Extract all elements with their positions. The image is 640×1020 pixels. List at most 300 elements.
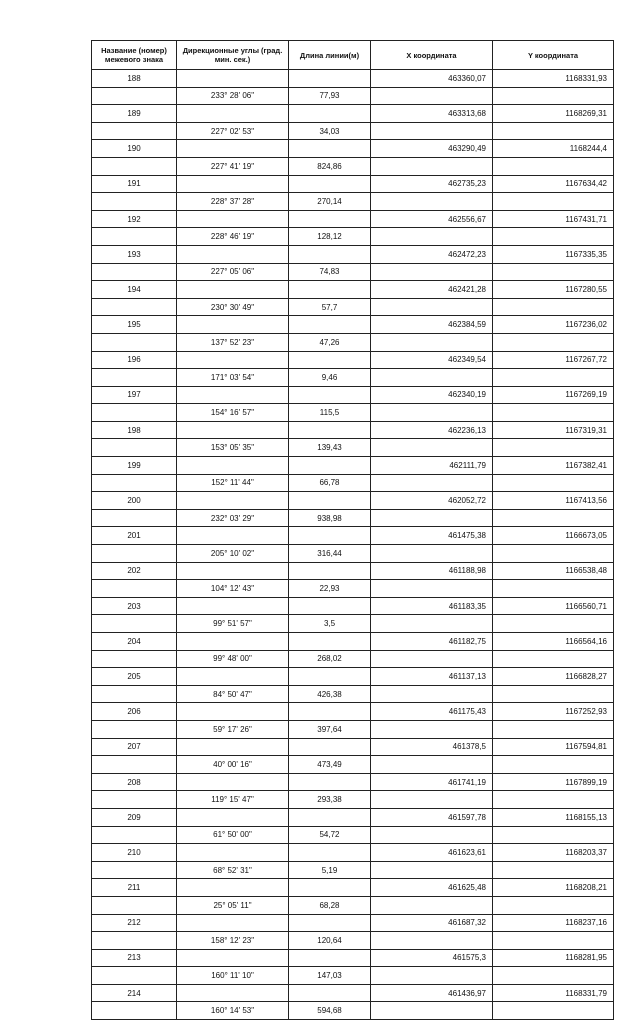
point-row (92, 245, 614, 263)
empty-cell (92, 333, 177, 351)
segment-row (92, 756, 614, 774)
empty-cell (289, 105, 371, 123)
y-coordinate: 1167269,19 (493, 386, 614, 404)
x-coordinate: 462340,19 (371, 386, 493, 404)
line-length: 938,98 (289, 509, 371, 527)
point-name: 200 (92, 492, 177, 510)
y-coordinate: 1168269,31 (493, 105, 614, 123)
empty-cell (289, 633, 371, 651)
segment-row (92, 791, 614, 809)
empty-cell (177, 457, 289, 475)
y-coordinate: 1168208,21 (493, 879, 614, 897)
empty-cell (177, 844, 289, 862)
empty-cell (177, 773, 289, 791)
direction-angle: 227° 02' 53" (177, 122, 289, 140)
point-name: 198 (92, 421, 177, 439)
empty-cell (493, 896, 614, 914)
point-name: 212 (92, 914, 177, 932)
point-name: 211 (92, 879, 177, 897)
segment-row (92, 157, 614, 175)
direction-angle: 233° 28' 06" (177, 87, 289, 105)
segment-row (92, 369, 614, 387)
direction-angle: 153° 05' 35" (177, 439, 289, 457)
direction-angle: 25° 05' 11" (177, 896, 289, 914)
direction-angle: 40° 00' 16" (177, 756, 289, 774)
direction-angle: 227° 05' 06" (177, 263, 289, 281)
segment-row (92, 263, 614, 281)
empty-cell (371, 474, 493, 492)
line-length: 147,03 (289, 967, 371, 985)
empty-cell (92, 861, 177, 879)
empty-cell (289, 668, 371, 686)
empty-cell (92, 228, 177, 246)
empty-cell (493, 580, 614, 598)
empty-cell (92, 685, 177, 703)
y-coordinate: 1167252,93 (493, 703, 614, 721)
empty-cell (177, 738, 289, 756)
empty-cell (92, 580, 177, 598)
direction-angle: 171° 03' 54" (177, 369, 289, 387)
point-name: 188 (92, 70, 177, 88)
y-coordinate: 1168237,16 (493, 914, 614, 932)
empty-cell (371, 509, 493, 527)
empty-cell (92, 87, 177, 105)
empty-cell (371, 756, 493, 774)
segment-row (92, 896, 614, 914)
empty-cell (177, 210, 289, 228)
segment-row (92, 720, 614, 738)
line-length: 120,64 (289, 932, 371, 950)
boundary-coordinates-table (91, 40, 614, 1020)
empty-cell (493, 756, 614, 774)
segment-row (92, 298, 614, 316)
y-coordinate: 1168244,4 (493, 140, 614, 158)
empty-cell (289, 562, 371, 580)
point-row (92, 984, 614, 1002)
line-length: 34,03 (289, 122, 371, 140)
y-coordinate: 1168203,37 (493, 844, 614, 862)
point-name: 203 (92, 597, 177, 615)
line-length: 77,93 (289, 87, 371, 105)
x-coordinate: 463313,68 (371, 105, 493, 123)
empty-cell (371, 157, 493, 175)
empty-cell (289, 457, 371, 475)
line-length: 270,14 (289, 193, 371, 211)
segment-row (92, 509, 614, 527)
segment-row (92, 861, 614, 879)
segment-row (92, 967, 614, 985)
direction-angle: 99° 51' 57" (177, 615, 289, 633)
empty-cell (92, 193, 177, 211)
empty-cell (493, 791, 614, 809)
empty-cell (493, 1002, 614, 1020)
direction-angle: 119° 15' 47" (177, 791, 289, 809)
empty-cell (177, 914, 289, 932)
y-coordinate: 1167634,42 (493, 175, 614, 193)
x-coordinate: 461575,3 (371, 949, 493, 967)
x-coordinate: 461182,75 (371, 633, 493, 651)
direction-angle: 99° 48' 00" (177, 650, 289, 668)
line-length: 68,28 (289, 896, 371, 914)
x-coordinate: 462052,72 (371, 492, 493, 510)
y-coordinate: 1167594,81 (493, 738, 614, 756)
point-name: 194 (92, 281, 177, 299)
x-coordinate: 461741,19 (371, 773, 493, 791)
point-row (92, 351, 614, 369)
empty-cell (289, 984, 371, 1002)
point-name: 207 (92, 738, 177, 756)
empty-cell (92, 157, 177, 175)
y-coordinate: 1167431,71 (493, 210, 614, 228)
y-coordinate: 1166828,27 (493, 668, 614, 686)
empty-cell (177, 70, 289, 88)
empty-cell (289, 245, 371, 263)
point-name: 205 (92, 668, 177, 686)
empty-cell (289, 773, 371, 791)
empty-cell (177, 562, 289, 580)
point-row (92, 492, 614, 510)
empty-cell (493, 720, 614, 738)
empty-cell (92, 474, 177, 492)
point-row (92, 281, 614, 299)
empty-cell (371, 791, 493, 809)
point-row (92, 210, 614, 228)
line-length: 54,72 (289, 826, 371, 844)
point-name: 214 (92, 984, 177, 1002)
line-length: 128,12 (289, 228, 371, 246)
direction-angle: 84° 50' 47" (177, 685, 289, 703)
empty-cell (92, 932, 177, 950)
empty-cell (493, 967, 614, 985)
line-length: 115,5 (289, 404, 371, 422)
empty-cell (493, 474, 614, 492)
y-coordinate: 1168331,79 (493, 984, 614, 1002)
empty-cell (177, 527, 289, 545)
point-row (92, 140, 614, 158)
line-length: 22,93 (289, 580, 371, 598)
empty-cell (92, 826, 177, 844)
empty-cell (177, 668, 289, 686)
x-coordinate: 461378,5 (371, 738, 493, 756)
point-row (92, 879, 614, 897)
direction-angle: 230° 30' 49" (177, 298, 289, 316)
empty-cell (493, 298, 614, 316)
empty-cell (493, 87, 614, 105)
empty-cell (289, 316, 371, 334)
point-name: 202 (92, 562, 177, 580)
point-row (92, 562, 614, 580)
empty-cell (177, 105, 289, 123)
empty-cell (493, 861, 614, 879)
empty-cell (289, 949, 371, 967)
empty-cell (289, 421, 371, 439)
empty-cell (371, 439, 493, 457)
empty-cell (371, 720, 493, 738)
direction-angle: 227° 41' 19" (177, 157, 289, 175)
point-row (92, 844, 614, 862)
empty-cell (92, 615, 177, 633)
boundary-coordinates-sheet (91, 40, 613, 1020)
empty-cell (289, 703, 371, 721)
empty-cell (177, 140, 289, 158)
empty-cell (371, 193, 493, 211)
y-coordinate: 1167236,02 (493, 316, 614, 334)
empty-cell (289, 70, 371, 88)
segment-row (92, 193, 614, 211)
x-coordinate: 463360,07 (371, 70, 493, 88)
direction-angle: 228° 37' 28" (177, 193, 289, 211)
direction-angle: 61° 50' 00" (177, 826, 289, 844)
empty-cell (289, 914, 371, 932)
x-coordinate: 461436,97 (371, 984, 493, 1002)
y-coordinate: 1166564,16 (493, 633, 614, 651)
point-name: 208 (92, 773, 177, 791)
direction-angle: 152° 11' 44" (177, 474, 289, 492)
point-name: 210 (92, 844, 177, 862)
x-coordinate: 461597,78 (371, 808, 493, 826)
header-point-name: Название (номер) межевого знака (92, 41, 177, 70)
table-header-row (92, 41, 614, 70)
direction-angle: 68° 52' 31" (177, 861, 289, 879)
segment-row (92, 122, 614, 140)
y-coordinate: 1167899,19 (493, 773, 614, 791)
point-row (92, 316, 614, 334)
segment-row (92, 685, 614, 703)
empty-cell (289, 808, 371, 826)
segment-row (92, 333, 614, 351)
point-name: 209 (92, 808, 177, 826)
segment-row (92, 615, 614, 633)
empty-cell (371, 333, 493, 351)
point-name: 192 (92, 210, 177, 228)
x-coordinate: 461183,35 (371, 597, 493, 615)
empty-cell (371, 1002, 493, 1020)
empty-cell (371, 404, 493, 422)
empty-cell (493, 439, 614, 457)
direction-angle: 160° 14' 53" (177, 1002, 289, 1020)
empty-cell (92, 896, 177, 914)
empty-cell (92, 756, 177, 774)
point-name: 193 (92, 245, 177, 263)
point-row (92, 773, 614, 791)
point-row (92, 597, 614, 615)
empty-cell (92, 369, 177, 387)
y-coordinate: 1167413,56 (493, 492, 614, 510)
x-coordinate: 462236,13 (371, 421, 493, 439)
empty-cell (177, 351, 289, 369)
header-direction-angle: Дирекционные углы (град. мин. сек.) (177, 41, 289, 70)
x-coordinate: 462472,23 (371, 245, 493, 263)
direction-angle: 158° 12' 23" (177, 932, 289, 950)
segment-row (92, 932, 614, 950)
y-coordinate: 1167335,35 (493, 245, 614, 263)
empty-cell (493, 228, 614, 246)
x-coordinate: 462384,59 (371, 316, 493, 334)
empty-cell (289, 597, 371, 615)
x-coordinate: 462111,79 (371, 457, 493, 475)
point-row (92, 914, 614, 932)
empty-cell (289, 175, 371, 193)
line-length: 293,38 (289, 791, 371, 809)
point-row (92, 386, 614, 404)
y-coordinate: 1166538,48 (493, 562, 614, 580)
point-row (92, 70, 614, 88)
y-coordinate: 1166673,05 (493, 527, 614, 545)
empty-cell (289, 386, 371, 404)
y-coordinate: 1167319,31 (493, 421, 614, 439)
line-length: 594,68 (289, 1002, 371, 1020)
direction-angle: 154° 16' 57" (177, 404, 289, 422)
segment-row (92, 404, 614, 422)
empty-cell (177, 984, 289, 1002)
segment-row (92, 228, 614, 246)
empty-cell (493, 650, 614, 668)
empty-cell (289, 492, 371, 510)
empty-cell (289, 738, 371, 756)
empty-cell (92, 720, 177, 738)
empty-cell (92, 791, 177, 809)
x-coordinate: 461137,13 (371, 668, 493, 686)
line-length: 268,02 (289, 650, 371, 668)
empty-cell (493, 122, 614, 140)
empty-cell (289, 527, 371, 545)
direction-angle: 137° 52' 23" (177, 333, 289, 351)
empty-cell (493, 826, 614, 844)
line-length: 473,49 (289, 756, 371, 774)
x-coordinate: 461623,61 (371, 844, 493, 862)
point-row (92, 457, 614, 475)
empty-cell (177, 808, 289, 826)
empty-cell (92, 650, 177, 668)
x-coordinate: 461625,48 (371, 879, 493, 897)
empty-cell (371, 826, 493, 844)
empty-cell (177, 316, 289, 334)
empty-cell (177, 703, 289, 721)
y-coordinate: 1166560,71 (493, 597, 614, 615)
empty-cell (493, 333, 614, 351)
point-name: 197 (92, 386, 177, 404)
empty-cell (92, 545, 177, 563)
segment-row (92, 545, 614, 563)
point-row (92, 633, 614, 651)
empty-cell (92, 263, 177, 281)
header-x-coordinate: X координата (371, 41, 493, 70)
y-coordinate: 1168155,13 (493, 808, 614, 826)
point-name: 190 (92, 140, 177, 158)
y-coordinate: 1168331,93 (493, 70, 614, 88)
empty-cell (92, 967, 177, 985)
empty-cell (177, 597, 289, 615)
empty-cell (371, 298, 493, 316)
empty-cell (493, 545, 614, 563)
segment-row (92, 474, 614, 492)
empty-cell (92, 122, 177, 140)
empty-cell (371, 580, 493, 598)
empty-cell (371, 932, 493, 950)
x-coordinate: 463290,49 (371, 140, 493, 158)
x-coordinate: 462349,54 (371, 351, 493, 369)
line-length: 74,83 (289, 263, 371, 281)
point-name: 196 (92, 351, 177, 369)
line-length: 3,5 (289, 615, 371, 633)
empty-cell (371, 87, 493, 105)
point-name: 199 (92, 457, 177, 475)
y-coordinate: 1167382,41 (493, 457, 614, 475)
point-name: 204 (92, 633, 177, 651)
empty-cell (289, 844, 371, 862)
line-length: 5,19 (289, 861, 371, 879)
empty-cell (92, 509, 177, 527)
point-row (92, 527, 614, 545)
point-row (92, 421, 614, 439)
header-line-length: Длина линии(м) (289, 41, 371, 70)
point-name: 189 (92, 105, 177, 123)
point-row (92, 175, 614, 193)
segment-row (92, 650, 614, 668)
empty-cell (493, 193, 614, 211)
segment-row (92, 87, 614, 105)
direction-angle: 59° 17' 26" (177, 720, 289, 738)
y-coordinate: 1167280,55 (493, 281, 614, 299)
header-y-coordinate: Y координата (493, 41, 614, 70)
line-length: 397,64 (289, 720, 371, 738)
point-name: 201 (92, 527, 177, 545)
point-name: 213 (92, 949, 177, 967)
empty-cell (177, 879, 289, 897)
empty-cell (177, 175, 289, 193)
empty-cell (289, 351, 371, 369)
empty-cell (493, 263, 614, 281)
point-name: 195 (92, 316, 177, 334)
empty-cell (289, 879, 371, 897)
empty-cell (371, 967, 493, 985)
empty-cell (371, 685, 493, 703)
x-coordinate: 462421,28 (371, 281, 493, 299)
empty-cell (371, 861, 493, 879)
line-length: 66,78 (289, 474, 371, 492)
empty-cell (493, 404, 614, 422)
empty-cell (371, 122, 493, 140)
direction-angle: 228° 46' 19" (177, 228, 289, 246)
empty-cell (371, 228, 493, 246)
empty-cell (177, 421, 289, 439)
point-row (92, 808, 614, 826)
x-coordinate: 462556,67 (371, 210, 493, 228)
x-coordinate: 461175,43 (371, 703, 493, 721)
line-length: 824,86 (289, 157, 371, 175)
point-row (92, 949, 614, 967)
empty-cell (177, 281, 289, 299)
line-length: 316,44 (289, 545, 371, 563)
empty-cell (289, 281, 371, 299)
line-length: 426,38 (289, 685, 371, 703)
empty-cell (177, 949, 289, 967)
empty-cell (289, 210, 371, 228)
empty-cell (371, 263, 493, 281)
segment-row (92, 1002, 614, 1020)
x-coordinate: 462735,23 (371, 175, 493, 193)
empty-cell (493, 157, 614, 175)
segment-row (92, 439, 614, 457)
point-name: 191 (92, 175, 177, 193)
empty-cell (493, 685, 614, 703)
direction-angle: 160° 11' 10" (177, 967, 289, 985)
empty-cell (177, 245, 289, 263)
line-length: 57,7 (289, 298, 371, 316)
y-coordinate: 1168281,95 (493, 949, 614, 967)
x-coordinate: 461188,98 (371, 562, 493, 580)
direction-angle: 205° 10' 02" (177, 545, 289, 563)
